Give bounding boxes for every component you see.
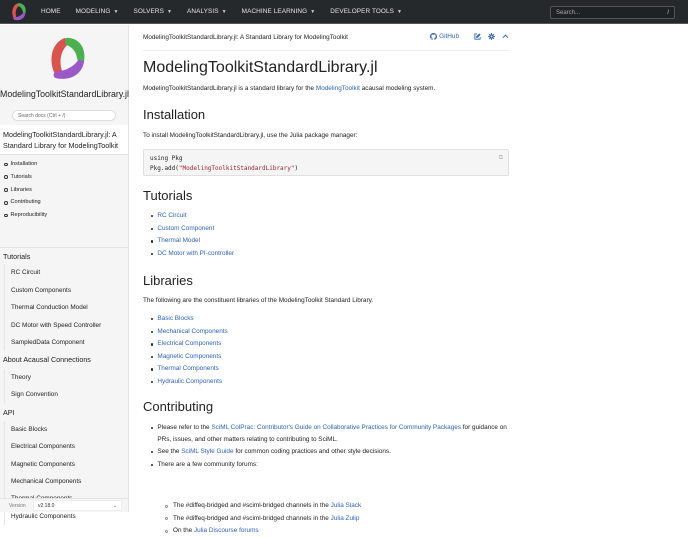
list-item — [151, 459, 509, 472]
circle-bullet-icon — [4, 201, 8, 205]
list-item — [151, 446, 509, 459]
docs-sidebar — [0, 25, 129, 520]
tutorial-link-dc-motor[interactable]: DC Motor with PI-controller — [157, 249, 235, 257]
heading-tutorials: Tutorials — [143, 188, 193, 203]
version-selector — [0, 498, 128, 512]
text: See the — [157, 447, 180, 455]
chevron-down-icon: ⌄ — [112, 502, 117, 509]
circle-bullet-icon — [165, 505, 168, 508]
library-link-thermal[interactable]: Thermal Components — [157, 365, 219, 373]
list-item — [151, 351, 228, 364]
gear-icon — [488, 33, 495, 40]
toc-item-contributing[interactable] — [4, 196, 47, 209]
settings-button[interactable] — [488, 33, 495, 40]
list-item — [151, 363, 228, 376]
version-label: Version — [9, 502, 26, 509]
code-line-2 — [150, 164, 502, 174]
heading-installation: Installation — [143, 107, 206, 122]
sidebar-item-hydraulic[interactable]: Hydraulic Components — [11, 512, 76, 520]
library-link-magnetic[interactable]: Magnetic Components — [157, 352, 222, 360]
sidebar-item-custom-components[interactable]: Custom Components — [11, 286, 72, 294]
bullet-icon — [151, 464, 153, 466]
sidebar-subnav-acausal — [4, 369, 128, 404]
site-search-input[interactable] — [550, 6, 675, 19]
docs-search-input[interactable]: Search docs (Ctrl + /) — [12, 110, 116, 121]
toc-item-installation[interactable] — [4, 158, 47, 171]
nav-label: MACHINE LEARNING — [241, 8, 308, 15]
circle-bullet-icon — [4, 163, 8, 167]
circle-bullet-icon — [165, 517, 168, 520]
bullet-icon — [151, 228, 153, 230]
tutorials-list — [151, 210, 234, 260]
sidebar-item-dc-motor[interactable]: DC Motor with Speed Controller — [11, 321, 102, 329]
top-navbar — [0, 0, 688, 24]
search-shortcut-hint: / — [667, 9, 669, 16]
sidebar-item-basic-blocks[interactable]: Basic Blocks — [11, 425, 48, 433]
julia-zulip-link[interactable]: Julia Zulip — [330, 514, 360, 522]
text: The #diffeq-bridged and #sciml-bridged channels in the — [173, 514, 331, 522]
version-value: v2.18.0 — [38, 502, 55, 509]
list-text — [157, 422, 509, 445]
sidebar-subnav-tutorials — [4, 264, 128, 351]
collapse-button[interactable] — [502, 33, 509, 40]
nav-modeling[interactable] — [76, 8, 119, 15]
sidebar-item-magnetic[interactable]: Magnetic Components — [11, 460, 75, 468]
github-icon — [430, 33, 437, 40]
text: On the — [173, 527, 194, 535]
library-link-hydraulic[interactable]: Hydraulic Components — [157, 377, 223, 385]
library-link-electrical[interactable]: Electrical Components — [157, 340, 222, 348]
heading-libraries: Libraries — [143, 273, 193, 288]
list-item — [151, 422, 509, 445]
circle-bullet-icon — [4, 175, 8, 179]
toc-label: Tutorials — [10, 173, 32, 180]
code-text: ) — [294, 164, 299, 172]
nav-label: ANALYSIS — [187, 8, 219, 15]
intro-paragraph — [143, 83, 435, 95]
nav-label: DEVELOPER TOOLS — [330, 8, 395, 15]
nav-analysis[interactable] — [187, 8, 227, 15]
nav-developer-tools[interactable] — [330, 8, 402, 15]
installation-text: To install ModelingToolkitStandardLibrary.jl, use the Julia package manager: — [143, 132, 358, 139]
text: Please refer to the — [157, 424, 212, 431]
sidebar-section-tutorials[interactable]: Tutorials — [0, 247, 128, 264]
text: for guidance on PRs, issues, and other matters relating to contributing to SciML. — [157, 424, 507, 443]
list-item — [165, 525, 361, 538]
bullet-icon — [151, 368, 153, 370]
github-link[interactable] — [430, 33, 459, 40]
list-item — [151, 326, 228, 339]
package-name[interactable]: ModelingToolkitStandardLibrary.jl — [0, 89, 129, 99]
bullet-icon — [151, 381, 153, 383]
list-item — [165, 500, 361, 513]
caret-down-icon: ▼ — [310, 8, 316, 15]
julia-slack-link[interactable]: Julia Slack — [330, 502, 362, 509]
sciml-logo-icon[interactable] — [7, 1, 29, 23]
forums-list — [165, 500, 361, 538]
code-text: Pkg.add( — [150, 164, 179, 172]
sidebar-toc — [4, 158, 47, 222]
code-block — [143, 149, 509, 176]
circle-bullet-icon — [4, 188, 8, 192]
intro-text: ModelingToolkitStandardLibrary.jl is a standard library for the — [143, 85, 316, 92]
bullet-icon — [151, 427, 153, 429]
julia-discourse-link[interactable]: Julia Discourse forums — [193, 527, 259, 535]
toc-item-tutorials[interactable] — [4, 171, 47, 184]
toc-label: Contributing — [10, 199, 41, 206]
sidebar-section-api[interactable]: API — [0, 404, 128, 421]
code-line-1: using Pkg — [150, 155, 183, 162]
toc-item-libraries[interactable] — [4, 184, 47, 197]
contributing-list — [151, 422, 509, 471]
search-placeholder: Search... — [556, 9, 581, 16]
list-item — [151, 313, 228, 326]
caret-down-icon: ▼ — [221, 8, 227, 15]
list-item — [151, 210, 234, 223]
package-logo-icon[interactable] — [40, 35, 90, 83]
text: The #diffeq-bridged and #sciml-bridged channels in the — [173, 502, 331, 509]
page-title: ModelingToolkitStandardLibrary.jl — [143, 59, 378, 76]
list-item — [165, 513, 361, 526]
nav-label: SOLVERS — [133, 8, 164, 15]
edit-icon — [474, 33, 481, 40]
caret-down-icon: ▼ — [166, 8, 173, 15]
toc-label: Libraries — [10, 186, 32, 193]
sidebar-item-theory[interactable]: Theory — [11, 373, 31, 381]
sidebar-nav — [0, 247, 128, 525]
toc-label: Reproducibility — [10, 212, 48, 219]
sidebar-item-sampleddata[interactable]: SampledData Component — [11, 338, 85, 346]
library-link-basic-blocks[interactable]: Basic Blocks — [157, 315, 194, 322]
tutorial-link-custom-component[interactable]: Custom Component — [157, 224, 215, 232]
circle-bullet-icon — [4, 214, 8, 218]
bullet-icon — [151, 215, 153, 217]
bullet-icon — [151, 356, 153, 358]
nav-menu — [41, 8, 417, 15]
sidebar-item-electrical[interactable]: Electrical Components — [11, 443, 75, 451]
libraries-list — [151, 313, 228, 389]
copy-icon[interactable]: ⧉ — [498, 154, 503, 161]
caret-down-icon: ▼ — [397, 8, 403, 15]
bullet-icon — [151, 451, 153, 453]
tutorial-link-rc-circuit[interactable]: RC Circuit — [157, 212, 187, 219]
style-guide-link[interactable]: SciML Style Guide — [181, 447, 234, 455]
modelingtoolkit-link[interactable]: ModelingToolkit — [315, 85, 360, 92]
chevron-up-icon — [502, 33, 509, 40]
github-label: GitHub — [439, 33, 459, 40]
nav-solvers[interactable] — [134, 8, 172, 15]
topbar-actions — [430, 33, 509, 40]
library-link-mechanical[interactable]: Mechanical Components — [157, 327, 228, 335]
bullet-icon — [151, 343, 153, 345]
sidebar-section-acausal[interactable]: About Acausal Connections — [0, 351, 128, 368]
list-item — [151, 223, 234, 236]
sidebar-item-thermal-conduction-model[interactable]: Thermal Conduction Model — [11, 304, 88, 312]
sidebar-item-mechanical[interactable]: Mechanical Components — [11, 478, 82, 486]
tutorial-link-thermal-model[interactable]: Thermal Model — [157, 237, 201, 245]
sidebar-current-page[interactable]: ModelingToolkitStandardLibrary.jl: A Standard Library for ModelingToolkit — [0, 125, 128, 155]
heading-contributing: Contributing — [143, 399, 214, 414]
bullet-icon — [151, 240, 153, 242]
text: There are a few community forums: — [157, 460, 258, 468]
nav-machine-learning[interactable] — [242, 8, 316, 15]
nav-home[interactable] — [41, 8, 61, 15]
bullet-icon — [151, 331, 153, 333]
toc-label: Installation — [10, 161, 38, 167]
list-item — [151, 376, 228, 389]
intro-text: acausal modeling system. — [359, 85, 436, 92]
docs-topbar — [143, 25, 509, 51]
libraries-text: The following are the constituent libraries of the ModelingToolkit Standard Library. — [143, 297, 374, 304]
colprac-link[interactable]: SciML ColPrac: Contributor's Guide on Collaborative Practices for Community Packages — [211, 424, 461, 431]
text: for common coding practices and other style decisions. — [233, 447, 391, 455]
version-select[interactable] — [33, 500, 122, 511]
circle-bullet-icon — [165, 530, 168, 533]
toc-item-reproducibility[interactable] — [4, 209, 47, 222]
caret-down-icon: ▼ — [113, 8, 119, 15]
nav-label: HOME — [41, 8, 61, 15]
list-item — [151, 248, 234, 261]
sidebar-item-rc-circuit[interactable]: RC Circuit — [11, 269, 41, 277]
bullet-icon — [151, 318, 153, 320]
code-string: "ModelingToolkitStandardLibrary" — [178, 164, 295, 172]
edit-button[interactable] — [474, 33, 481, 40]
list-item — [151, 338, 228, 351]
nav-label: MODELING — [75, 8, 111, 15]
list-item — [151, 235, 234, 248]
bullet-icon — [151, 253, 153, 255]
breadcrumb[interactable]: ModelingToolkitStandardLibrary.jl: A Standard Library for ModelingToolkit — [143, 34, 348, 41]
sidebar-item-sign-convention[interactable]: Sign Convention — [11, 391, 58, 399]
